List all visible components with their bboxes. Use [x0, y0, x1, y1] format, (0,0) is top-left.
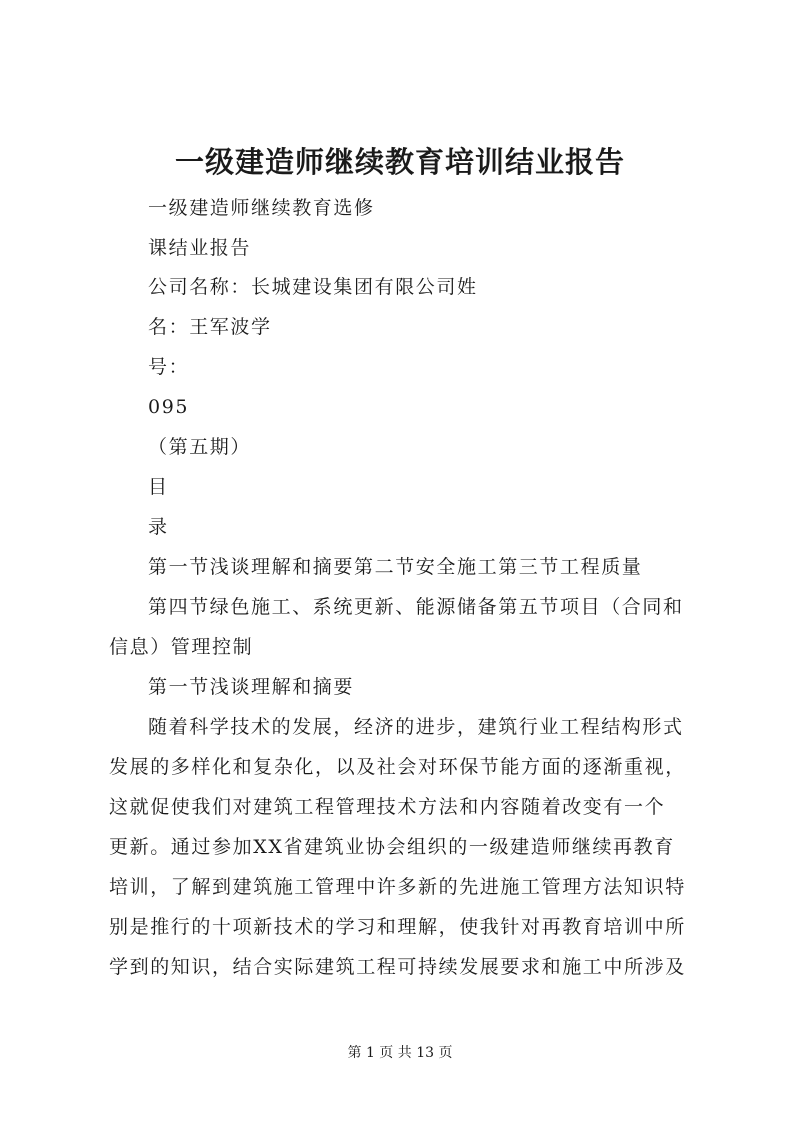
- toc-heading-part2: 录: [148, 516, 169, 538]
- student-number-label: 号：: [148, 356, 190, 378]
- paragraph-line: 发展的多样化和复杂化，以及社会对环保节能方面的逐渐重视，: [109, 756, 686, 778]
- paragraph-line: 学到的知识，结合实际建筑工程可持续发展要求和施工中所涉及: [109, 956, 686, 978]
- name-line: 名：王军波学: [148, 316, 272, 338]
- paragraph-first-line: 随着科学技术的发展，经济的进步，建筑行业工程结构形式: [148, 716, 684, 738]
- toc-line-wrapped: 信息）管理控制: [109, 636, 254, 658]
- header-line: 一级建造师继续教育选修: [148, 197, 375, 219]
- paragraph-line: 这就促使我们对建筑工程管理技术方法和内容随着改变有一个: [109, 796, 666, 818]
- toc-line: 第一节浅谈理解和摘要第二节安全施工第三节工程质量: [148, 556, 643, 578]
- paragraph-line: 别是推行的十项新技术的学习和理解，使我针对再教育培训中所: [109, 916, 686, 938]
- page-indicator: 第 1 页 共 13 页: [347, 1045, 453, 1061]
- paragraph-line: 培训，了解到建筑施工管理中许多新的先进施工管理方法知识特: [109, 876, 686, 898]
- document-title: 一级建造师继续教育培训结业报告: [174, 145, 625, 179]
- company-name-line: 公司名称：长城建设集团有限公司姓: [148, 276, 478, 298]
- header-line: 课结业报告: [148, 237, 252, 259]
- toc-heading-part1: 目: [148, 476, 169, 498]
- section-heading: 第一节浅谈理解和摘要: [148, 676, 355, 698]
- student-number-value: 095: [148, 396, 190, 418]
- toc-line: 第四节绿色施工、系统更新、能源储备第五节项目（合同和: [148, 596, 684, 618]
- session-label: （第五期）: [148, 436, 252, 458]
- paragraph-line: 更新。通过参加XX省建筑业协会组织的一级建造师继续再教育: [109, 836, 675, 858]
